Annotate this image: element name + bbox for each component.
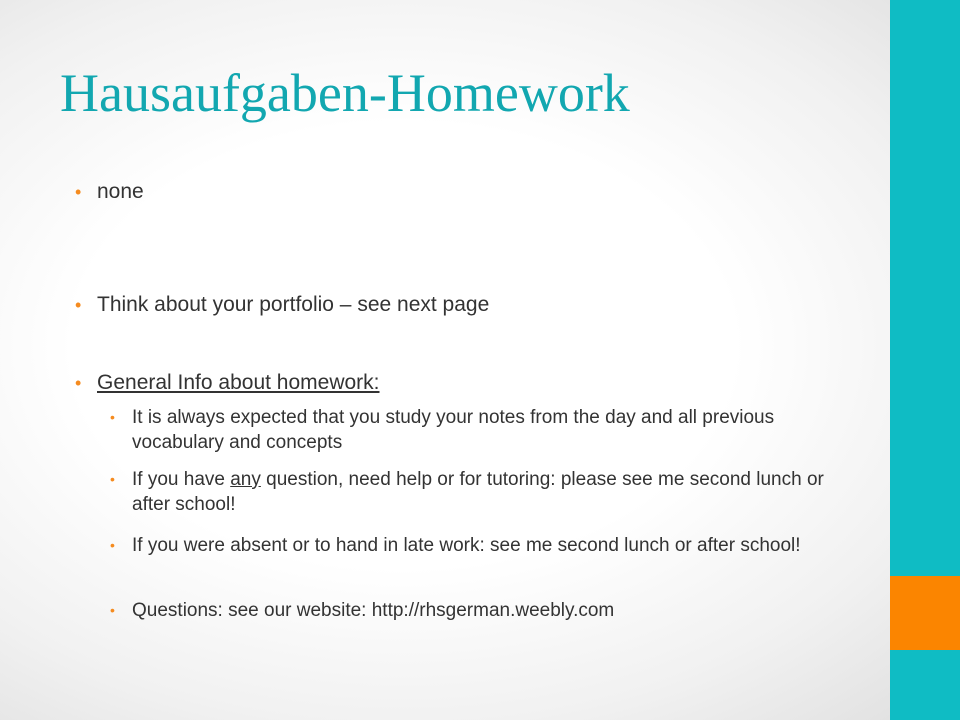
sub-bullet-text-pre: If you have — [132, 469, 231, 490]
bullet-dot-icon: • — [110, 471, 115, 487]
slide-title: Hausaufgaben-Homework — [60, 63, 630, 123]
bullet-heading: General Info about homework: — [97, 371, 380, 394]
bullet-item — [75, 370, 855, 396]
emphasized-word: any — [230, 469, 261, 490]
sub-bullet-text-post: question, need help or for tutoring: please see me second lunch or after school! — [132, 469, 824, 515]
sub-bullet-text: If you were absent or to hand in late work: see me second lunch or after school! — [132, 535, 801, 556]
bullet-dot-icon: • — [110, 409, 115, 425]
bullet-dot-icon: • — [75, 182, 82, 202]
sub-bullet-text — [132, 467, 850, 517]
sub-bullet-item — [110, 533, 850, 558]
bullet-dot-icon: • — [75, 295, 82, 315]
sub-bullet-item — [110, 405, 850, 455]
bullet-dot-icon: • — [110, 537, 115, 553]
sub-bullet-item — [110, 467, 850, 517]
bullet-text: Think about your portfolio – see next page — [97, 293, 490, 316]
sub-bullet-text: Questions: see our website: http://rhsgerman.weebly.com — [132, 600, 615, 621]
orange-accent-block — [890, 576, 960, 650]
sub-bullet-item — [110, 598, 850, 623]
bullet-dot-icon: • — [75, 373, 82, 393]
bullet-item — [75, 179, 855, 205]
sub-bullet-text: It is always expected that you study your notes from the day and all previous vocabulary and concepts — [132, 407, 775, 453]
bullet-text: none — [97, 180, 144, 203]
bullet-item — [75, 292, 855, 318]
bullet-dot-icon: • — [110, 602, 115, 618]
